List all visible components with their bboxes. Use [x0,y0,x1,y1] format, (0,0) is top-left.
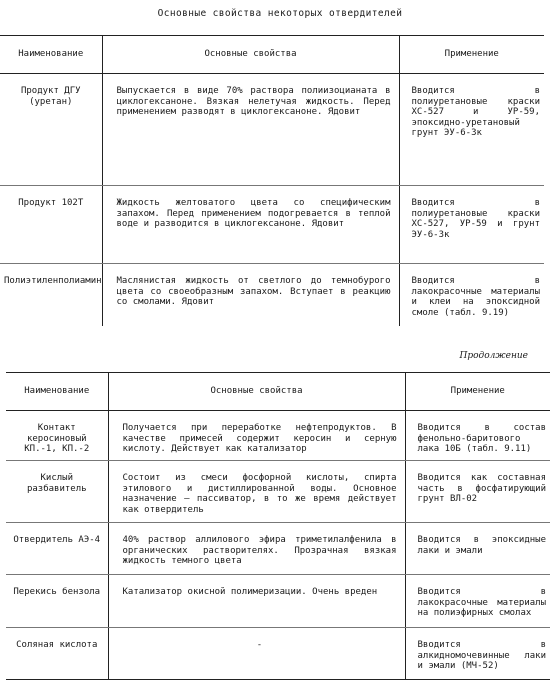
column-header-name: Наименование [6,373,108,411]
row-application: Вводится в лакокрасочные материалы и клеи на эпоксидной смоле (табл. 9.19) [411,276,540,318]
column-header-application: Применение [405,373,550,411]
row-properties: Жидкость желтоватого цвета со специфическим запахом. Перед применением подогревается в теплой воде и разводится в циклогексаноне. Ядовит [102,186,399,264]
row-application: Вводится в алкидномочевинные лаки и эмали (МЧ-52) [405,628,550,680]
header-row [6,373,550,411]
row-name: Кислый разбавитель [6,461,108,523]
column-header-application: Применение [399,36,544,74]
row-name: Соляная кислота [6,628,108,680]
row-name: Отвердитель АЭ-4 [6,523,108,575]
column-header-name: Наименование [0,36,102,74]
hardeners-table-part1 [0,35,544,326]
row-application: Вводится как составная часть в фосфатирующий грунт ВЛ-02 [405,461,550,523]
table-row [0,264,544,326]
row-name: Продукт ДГУ (уретан) [0,74,102,186]
row-name: Продукт 102Т [0,186,102,264]
table-row [6,411,550,461]
row-application: Вводится в лакокрасочные материалы на полиэфирных смолах [405,575,550,628]
row-properties: Выпускается в виде 70% раствора полиизоцианата в циклогексаноне. Вязкая нелетучая жидкость. Перед применением разводят в циклогексаноне. Ядовит [102,74,399,186]
row-properties: - [108,628,405,680]
table-title: Основные свойства некоторых отвердителей [157,8,403,19]
row-name: Полиэтиленполиамин [4,276,102,286]
column-header-properties: Основные свойства [108,373,405,411]
table-row [0,186,544,264]
row-properties: Получается при переработке нефтепродуктов. В качестве примесей содержит керосин и серную кислоту. Действует как катализатор [108,411,405,461]
row-properties: Маслянистая жидкость от светлого до темнобурого цвета со своеобразным запахом. Вступает в реакцию со смолами. Ядовит [102,264,399,326]
continuation-label: Продолжение [459,351,528,361]
table-row [0,74,544,186]
row-name: Контакт керосиновый КП.-1, КП.-2 [6,411,108,461]
row-application: Вводится в полиуретановые краски ХС-527 и УР-59, эпоксидно-уретановый грунт ЭУ-6-3к [399,74,544,186]
row-application: Вводится в эпоксидные лаки и эмали [405,523,550,575]
table-row [6,575,550,628]
table-row [6,628,550,680]
row-application: Вводится в полиуретановые краски ХС-527, УР-59 и грунт ЭУ-6-3к [399,186,544,264]
header-row [0,36,544,74]
row-name: Перекись бензола [6,575,108,628]
row-properties: Катализатор окисной полимеризации. Очень вреден [108,575,405,628]
row-properties: 40% раствор аллилового эфира триметилалфенила в органических растворителях. Прозрачная вязкая жидкость темного цвета [108,523,405,575]
table-row [6,523,550,575]
hardeners-table-part2 [6,372,550,680]
row-application: Вводится в состав фенольно-баритового лака 10Б (табл. 9.11) [405,411,550,461]
column-header-properties: Основные свойства [102,36,399,74]
table-row [6,461,550,523]
row-properties: Состоит из смеси фосфорной кислоты, спирта этилового и дистиллированной воды. Основное назначение — пассиватор, в то же время действует как отвердитель [108,461,405,523]
